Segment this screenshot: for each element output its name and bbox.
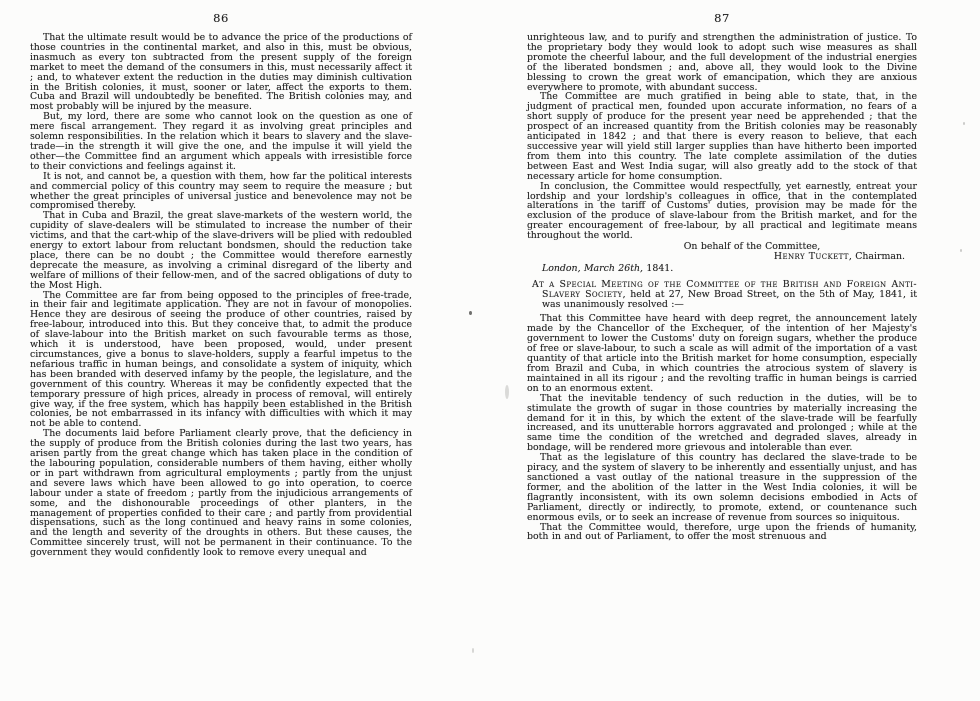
paragraph-unrighteous-law: unrighteous law, and to purify and strengthen the administration of justice. To the proprietary body they would look to adopt such wise measures as shall promote the cheerful labour, and the full development of the industrial energies of the liberated bondsmen ; and, above all, they would look to the Divine blessing to crown the great work of emancipation, which they are anxious everywhere to promote, with abundant success. [527,32,917,93]
paragraph-but-my-lord: But, my lord, there are some who cannot look on the question as one of mere fiscal arrangement. They regard it as involving great principles and solemn responsibilities. In the relation which it bears to slavery and the slave-trade—in the strength it will give the one, and the impulse it will yield the other—the Committee find an argument which appeals with irresistible force to their convictions and feelings against it. [30,111,412,172]
meeting-heading-rest: held at 27, New Broad Street, on the 5th of May, 1841, it was unanimously resolved :— [542,288,918,310]
page-87-text-column [527,33,917,542]
signature-suffix: , Chairman. [848,250,905,262]
paragraph-ultimate-result: That the ultimate result would be to advance the price of the productions of those countries in the continental market, and also in this, must be obvious, inasmuch as every ton subtracted from the present supply of the foreign market to meet the demand of the consumers in this, must necessarily affect it ; and, to whatever extent the reduction in the duties may diminish cultivation in the British colonies, it must, sooner or later, affect the exports to them. Cuba and Brazil will undoubtedly be benefited. The British colonies may, and most probably will be injured by the measure. [30,32,412,113]
page-number-87: 87 [714,11,730,25]
resolution-urge-friends-of-humanity: That the Committee would, therefore, urge upon the friends of humanity, both in and out of Parliament, to offer the most strenuous and [527,521,917,543]
dateline-place-date: London, March 26th, [542,262,647,274]
signature-on-behalf: On behalf of the Committee, [683,241,821,253]
paragraph-free-trade-principles: The Committee are far from being opposed to the principles of free-trade, in their fair and legitimate application. They are not in favour of monopolies. Hence they are desirous of seeing the produce of other countries, raised by free-labour, introduced into this. But they conceive that, to admit the produce of slave-labour into the British market on such favourable terms as those, which it is understood, have been proposed, would, under present circumstances, give a bonus to slave-holders, supply a fearful impetus to the nefarious traffic in human beings, and consolidate a system of iniquity, which has been branded with deserved infamy by the people, the legislature, and the government of this country. Whereas it may be confidently expected that the temporary pressure of high prices, already in process of removal, will entirely give way, if the free system, which has happily been established in the British colonies, be not embarrassed in its infancy with difficulties with which it may not be able to contend. [30,289,412,430]
scan-noise-speck [963,122,965,125]
meeting-heading-smallcaps: At a Special Meeting of the Committee of the British and Foreign Anti-Slavery Society, [532,278,917,300]
scan-noise-speck [472,648,474,653]
scan-noise-speck [469,311,472,315]
signature-chairman [527,252,917,262]
dateline [527,264,917,274]
page-87 [527,0,917,542]
scan-noise-speck [960,249,962,252]
scan-noise-speck [505,385,509,399]
paragraph-cuba-brazil-slave-markets: That in Cuba and Brazil, the great slave-markets of the western world, the cupidity of slave-dealers will be stimulated to increase the number of their victims, and that the cart-whip of the slave-drivers will be plied with redoubled energy to extort labour from reluctant bondsmen, should the reduction take place, there can be no doubt ; the Committee would therefore earnestly deprecate the measure, as involving a criminal disregard of the liberty and welfare of millions of their fellow-men, and of the sacred obligations of duty to the Most High. [30,210,412,291]
signature-name: Henry Tuckett [773,250,849,262]
special-meeting-heading [527,280,917,310]
dateline-year: 1841. [646,262,674,274]
page-86 [30,0,412,558]
paragraph-committee-gratified: The Committee are much gratified in being able to state, that, in the judgment of practical men, founded upon accurate information, no fears of a short supply of produce for the present year need be apprehended ; that the prospect of an increased quantity from the British colonies may be reasonably anticipated in 1842 ; and that there is every reason to believe, that each successive year will yield still larger supplies than have hitherto been imported from them into this country. The late complete assimilation of the duties between East and West India sugar, will also greatly add to the stock of that necessary article for home consumption. [527,91,917,182]
resolution-inevitable-tendency: That the inevitable tendency of such reduction in the duties, will be to stimulate the growth of sugar in those countries by materially increasing the demand for it in this, by which the extent of the slave-trade will be fearfully increased, and its unutterable horrors aggravated and prolonged ; while at the same time the condition of the wretched and degraded slaves, already in bondage, will be rendered more grievous and intolerable than ever. [527,392,917,454]
resolution-deep-regret: That this Committee have heard with deep regret, the announcement lately made by the Chancellor of the Exchequer, of the intention of her Majesty's government to lower the Customs' duty on foreign sugars, whether the produce of free or slave-labour, to such a scale as will admit of the importation of a vast quantity of that article into the British market for home consumption, especially from Brazil and Cuba, in which countries the atrocious system of slavery is maintained in all its rigour ; and the revolting traffic in human beings is carried on to an enormous extent. [527,313,917,394]
page-86-text-column [30,33,412,558]
paragraph-in-conclusion: In conclusion, the Committee would respectfully, yet earnestly, entreat your lordship and your lordship's colleagues in office, that in the contemplated alterations in the tariff of Customs' duties, provision may be made for the exclusion of the produce of slave-labour from the British market, and for the greater encouragement of free-labour, by all practical and legitimate means throughout the world. [527,180,917,242]
paragraph-it-is-not: It is not, and cannot be, a question with them, how far the political interests and commercial policy of this country may seem to require the measure ; but whether the great principles of universal justice and benevolence may not be compromised thereby. [30,170,412,212]
resolution-legislature-piracy: That as the legislature of this country has declared the slave-trade to be piracy, and the system of slavery to be inherently and essentially unjust, and has sanctioned a vast outlay of the national treasure in the suppression of the former, and the abolition of the latter in the West India colonies, it will be flagrantly inconsistent, with its own solemn decisions embodied in Acts of Parliament, directly or indirectly, to promote, extend, or countenance such enormous evils, or to seek an increase of revenue from sources so iniquitous. [527,452,917,523]
paragraph-documents-parliament: The documents laid before Parliament clearly prove, that the deficiency in the supply of produce from the British colonies during the last two years, has arisen partly from the great change which has taken place in the condition of the labouring population, considerable numbers of them having, either wholly or in part withdrawn from agricultural employments ; partly from the unjust and severe laws which have been allowed to go into operation, to coerce labour under a state of freedom ; partly from the injudicious arrangements of some, and the dishonourable proceedings of other planters, in the management of properties confided to their care ; and partly from providential dispensations, such as the long continued and heavy rains in some colonies, and the length and severity of the droughts in others. But these causes, the Committee sincerely trust, will not be permanent in their continuance. To the government they would confidently look to remove every unequal and [30,428,412,559]
page-number-86: 86 [213,11,229,25]
